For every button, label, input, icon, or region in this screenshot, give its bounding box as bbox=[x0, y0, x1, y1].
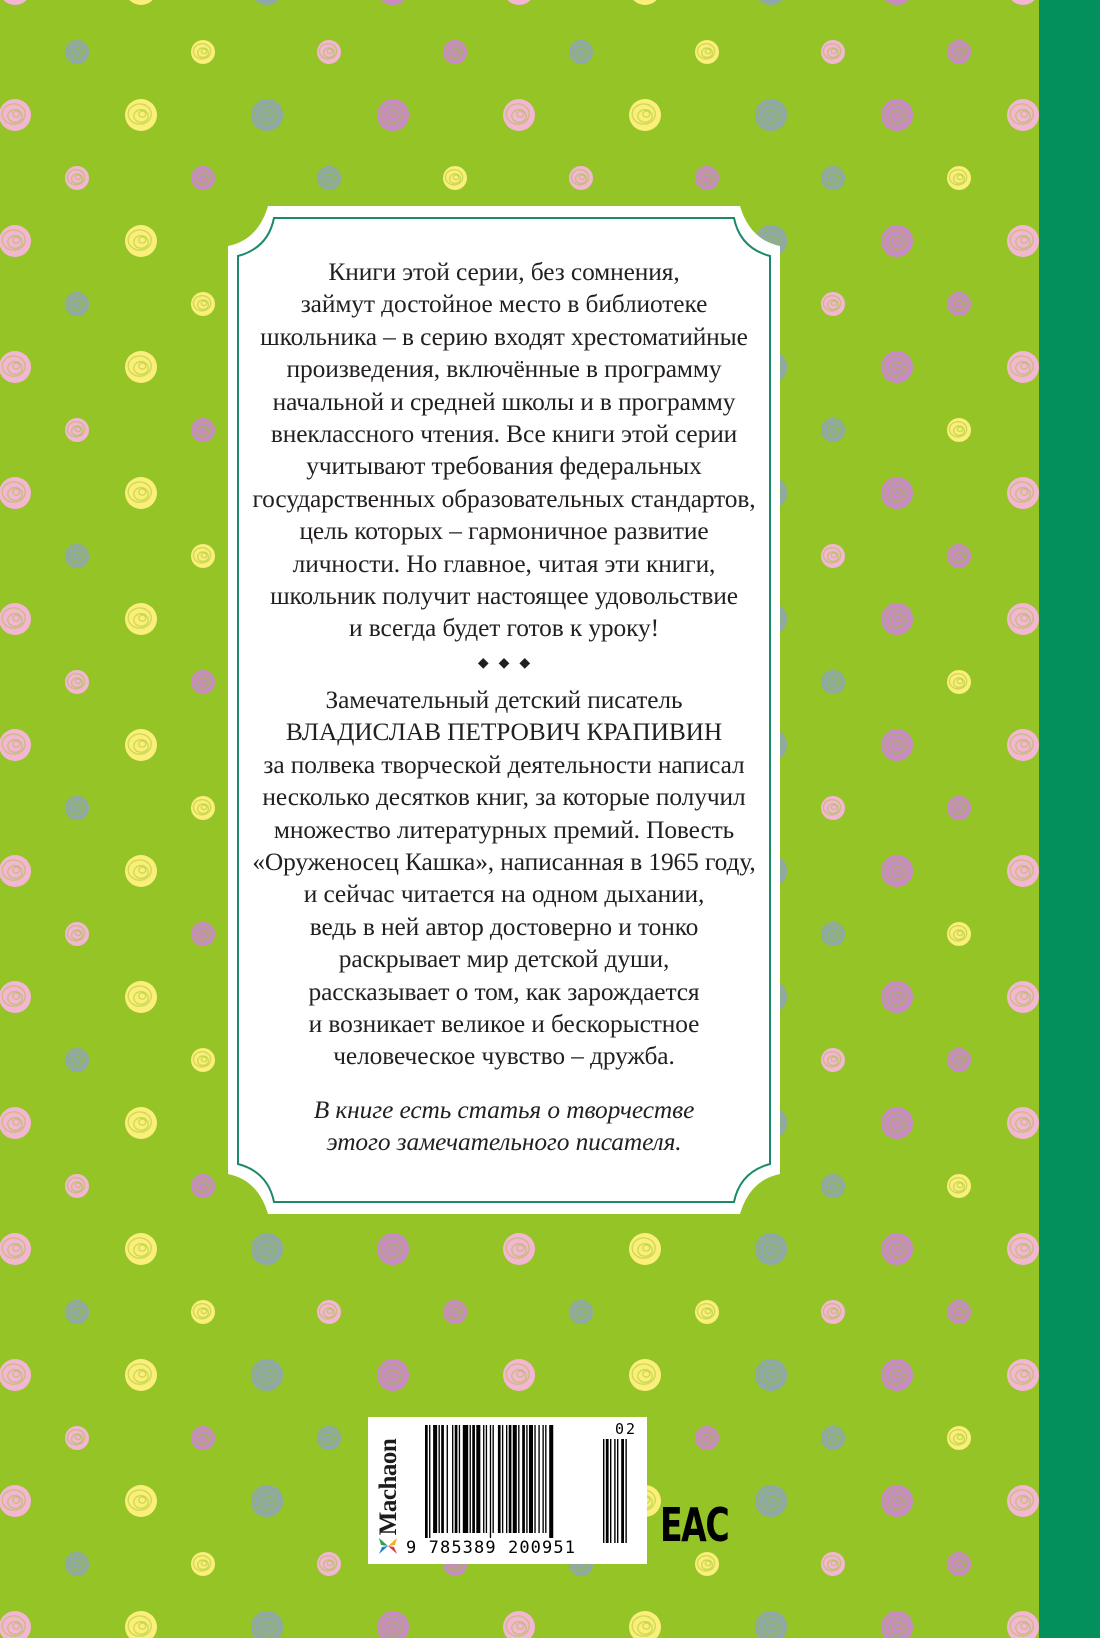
text-line: за полвека творческой деятельности написал bbox=[263, 750, 745, 779]
text-line: Замечательный детский писатель bbox=[325, 686, 683, 714]
text-line: этого замечательного писателя. bbox=[326, 1128, 682, 1157]
text-line: человеческое чувство – дружба. bbox=[333, 1042, 675, 1071]
text-line: произведения, включённые в программу bbox=[286, 355, 722, 384]
butterfly-logo-icon bbox=[378, 1537, 398, 1555]
text-line: начальной и средней школы и в программу bbox=[272, 387, 736, 416]
diamond-separator-icon: ◆◆◆ bbox=[477, 656, 541, 671]
text-line: ведь в ней автор достоверно и тонко bbox=[309, 912, 699, 941]
isbn-number: 9 785389 200951 bbox=[406, 1538, 577, 1558]
text-line: рассказывает о том, как зарождается bbox=[308, 977, 700, 1006]
text-line: учитывают требования федеральных bbox=[306, 452, 702, 481]
text-line: В книге есть статья о творчестве bbox=[313, 1096, 695, 1124]
text-line: множество литературных премий. Повесть bbox=[273, 815, 735, 844]
text-line: школьника – в серию входят хрестоматийные bbox=[260, 322, 748, 351]
text-line: несколько десятков книг, за которые получил bbox=[262, 783, 746, 812]
publisher-logo bbox=[372, 1417, 402, 1564]
barcode-box bbox=[368, 1417, 647, 1564]
text-line: государственных образовательных стандартов, bbox=[252, 484, 756, 513]
barcode-addon-digits: 02 bbox=[615, 1420, 638, 1438]
text-line: цель которых – гармоничное развитие bbox=[299, 517, 709, 546]
description-panel bbox=[228, 206, 780, 1214]
book-spine-strip bbox=[1039, 0, 1100, 1638]
text-line: раскрывает мир детской души, bbox=[338, 945, 670, 974]
text-line: Книги этой серии, без сомнения, bbox=[328, 258, 680, 286]
eac-certification-mark: EAC bbox=[660, 1498, 729, 1552]
text-line: и возникает великое и бескорыстное bbox=[308, 1010, 700, 1039]
text-line: и сейчас читается на одном дыхании, bbox=[303, 880, 705, 909]
isbn-barcode bbox=[425, 1425, 645, 1543]
author-description bbox=[228, 684, 780, 1073]
text-line: ВЛАДИСЛАВ ПЕТРОВИЧ КРАПИВИН bbox=[285, 718, 723, 747]
series-description bbox=[228, 256, 780, 645]
text-line: «Оруженосец Кашка», написанная в 1965 году, bbox=[252, 848, 756, 877]
text-line: внеклассного чтения. Все книги этой серии bbox=[270, 420, 738, 449]
publisher-name: Machaon bbox=[375, 1438, 402, 1536]
article-note bbox=[228, 1094, 780, 1159]
text-line: и всегда будет готов к уроку! bbox=[349, 614, 659, 643]
text-line: школьник получит настоящее удовольствие bbox=[270, 582, 738, 611]
text-line: займут достойное место в библиотеке bbox=[300, 290, 708, 319]
text-line: личности. Но главное, читая эти книги, bbox=[292, 549, 716, 578]
